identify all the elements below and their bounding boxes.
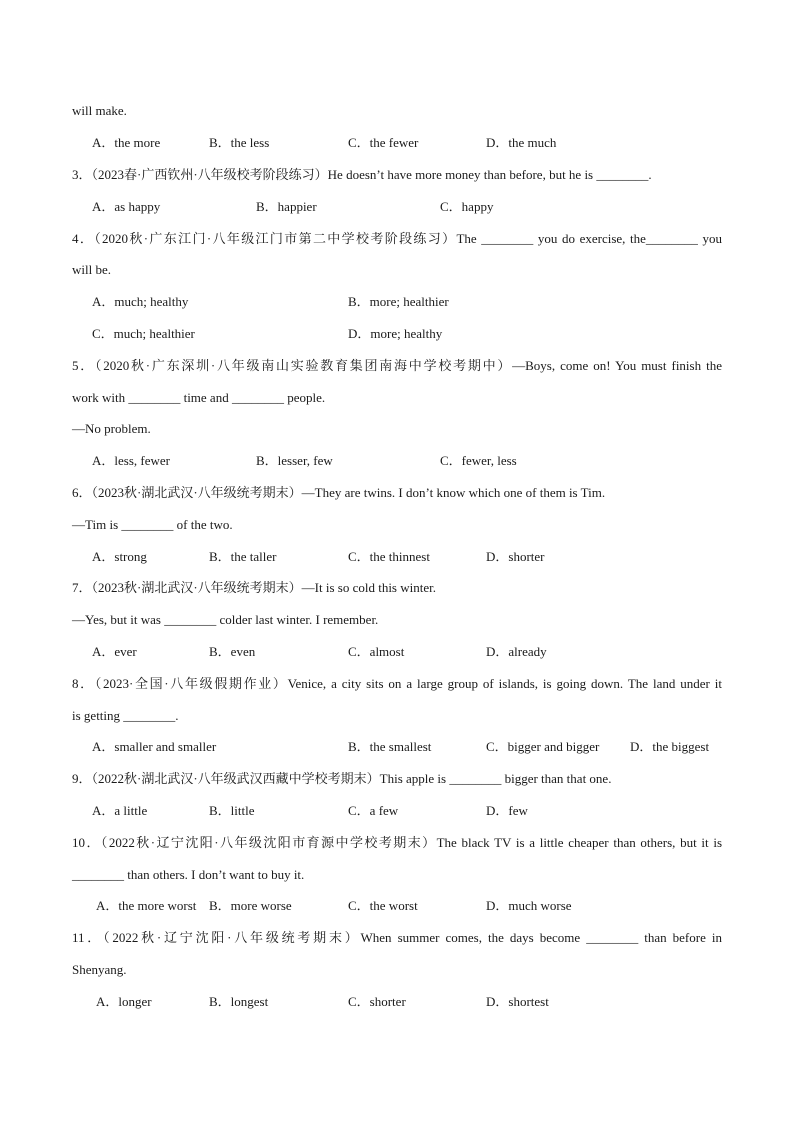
q7-option-a: A．ever <box>92 644 137 659</box>
q3-option-c: C．happy <box>440 199 494 214</box>
q7-option-d: D．already <box>486 644 547 659</box>
q5-option-c: C．fewer, less <box>440 453 517 468</box>
question-3-stem: 3．（2023春·广西钦州·八年级校考阶段练习）He doesn’t have more money than before, but he is ________. <box>72 167 652 182</box>
q4-option-a: A．much; healthy <box>92 294 189 309</box>
question-7-reply: —Yes, but it was ________ colder last winter. I remember. <box>72 612 379 627</box>
question-2-tail: will make. <box>72 103 127 118</box>
q9-option-a: A．a little <box>92 803 148 818</box>
question-11-stem-cont: Shenyang. <box>72 962 127 977</box>
question-8-stem: 8．（2023·全国·八年级假期作业）Venice, a city sits on a large group of islands, is going down. The land under it <box>72 676 722 691</box>
q6-option-b: B．the taller <box>209 549 277 564</box>
q10-option-a: A．the more worst <box>96 898 197 913</box>
q8-option-c: C．bigger and bigger <box>486 739 600 754</box>
question-4-stem: 4．（2020秋·广东江门·八年级江门市第二中学校考阶段练习）The ________ you do exercise, the________ you <box>72 231 722 246</box>
question-8-stem-cont: is getting ________. <box>72 708 179 723</box>
q5-option-a: A．less, fewer <box>92 453 170 468</box>
question-7-stem: 7．（2023秋·湖北武汉·八年级统考期末）—It is so cold this winter. <box>72 580 436 595</box>
q11-option-b: B．longest <box>209 994 269 1009</box>
q11-option-c: C．shorter <box>348 994 406 1009</box>
q6-option-c: C．the thinnest <box>348 549 430 564</box>
q3-option-a: A．as happy <box>92 199 161 214</box>
q2-option-c: C．the fewer <box>348 135 419 150</box>
q8-option-b: B．the smallest <box>348 739 432 754</box>
q11-option-d: D．shortest <box>486 994 549 1009</box>
q10-option-d: D．much worse <box>486 898 572 913</box>
q10-option-c: C．the worst <box>348 898 418 913</box>
q5-option-b: B．lesser, few <box>256 453 333 468</box>
q4-option-b: B．more; healthier <box>348 294 449 309</box>
q8-option-a: A．smaller and smaller <box>92 739 217 754</box>
question-10-stem: 10．（2022秋·辽宁沈阳·八年级沈阳市育源中学校考期末）The black TV is a little cheaper than others, but it is <box>72 835 722 850</box>
question-5-stem-cont: work with ________ time and ________ people. <box>72 390 326 405</box>
question-5-stem: 5．（2020秋·广东深圳·八年级南山实验教育集团南海中学校考期中）—Boys, come on! You must finish the <box>72 358 722 373</box>
question-10-stem-cont: ________ than others. I don’t want to buy it. <box>72 867 305 882</box>
q11-option-a: A．longer <box>96 994 152 1009</box>
q4-option-d: D．more; healthy <box>348 326 443 341</box>
question-5-reply: —No problem. <box>72 421 151 436</box>
q10-option-b: B．more worse <box>209 898 292 913</box>
question-9-stem: 9．（2022秋·湖北武汉·八年级武汉西藏中学校考期末）This apple is ________ bigger than that one. <box>72 771 612 786</box>
q6-option-d: D．shorter <box>486 549 545 564</box>
q9-option-c: C．a few <box>348 803 399 818</box>
q6-option-a: A．strong <box>92 549 147 564</box>
q4-option-c: C．much; healthier <box>92 326 195 341</box>
q7-option-c: C．almost <box>348 644 405 659</box>
q3-option-b: B．happier <box>256 199 317 214</box>
q9-option-d: D．few <box>486 803 528 818</box>
question-11-stem: 11．（2022秋·辽宁沈阳·八年级统考期末）When summer comes, the days become ________ than before in <box>72 930 722 945</box>
q7-option-b: B．even <box>209 644 256 659</box>
question-4-stem-cont: will be. <box>72 262 111 277</box>
q2-option-a: A．the more <box>92 135 161 150</box>
q2-option-d: D．the much <box>486 135 557 150</box>
q2-option-b: B．the less <box>209 135 270 150</box>
q8-option-d: D．the biggest <box>630 739 710 754</box>
question-6-stem: 6．（2023秋·湖北武汉·八年级统考期末）—They are twins. I don’t know which one of them is Tim. <box>72 485 606 500</box>
q9-option-b: B．little <box>209 803 255 818</box>
question-6-reply: —Tim is ________ of the two. <box>72 517 233 532</box>
